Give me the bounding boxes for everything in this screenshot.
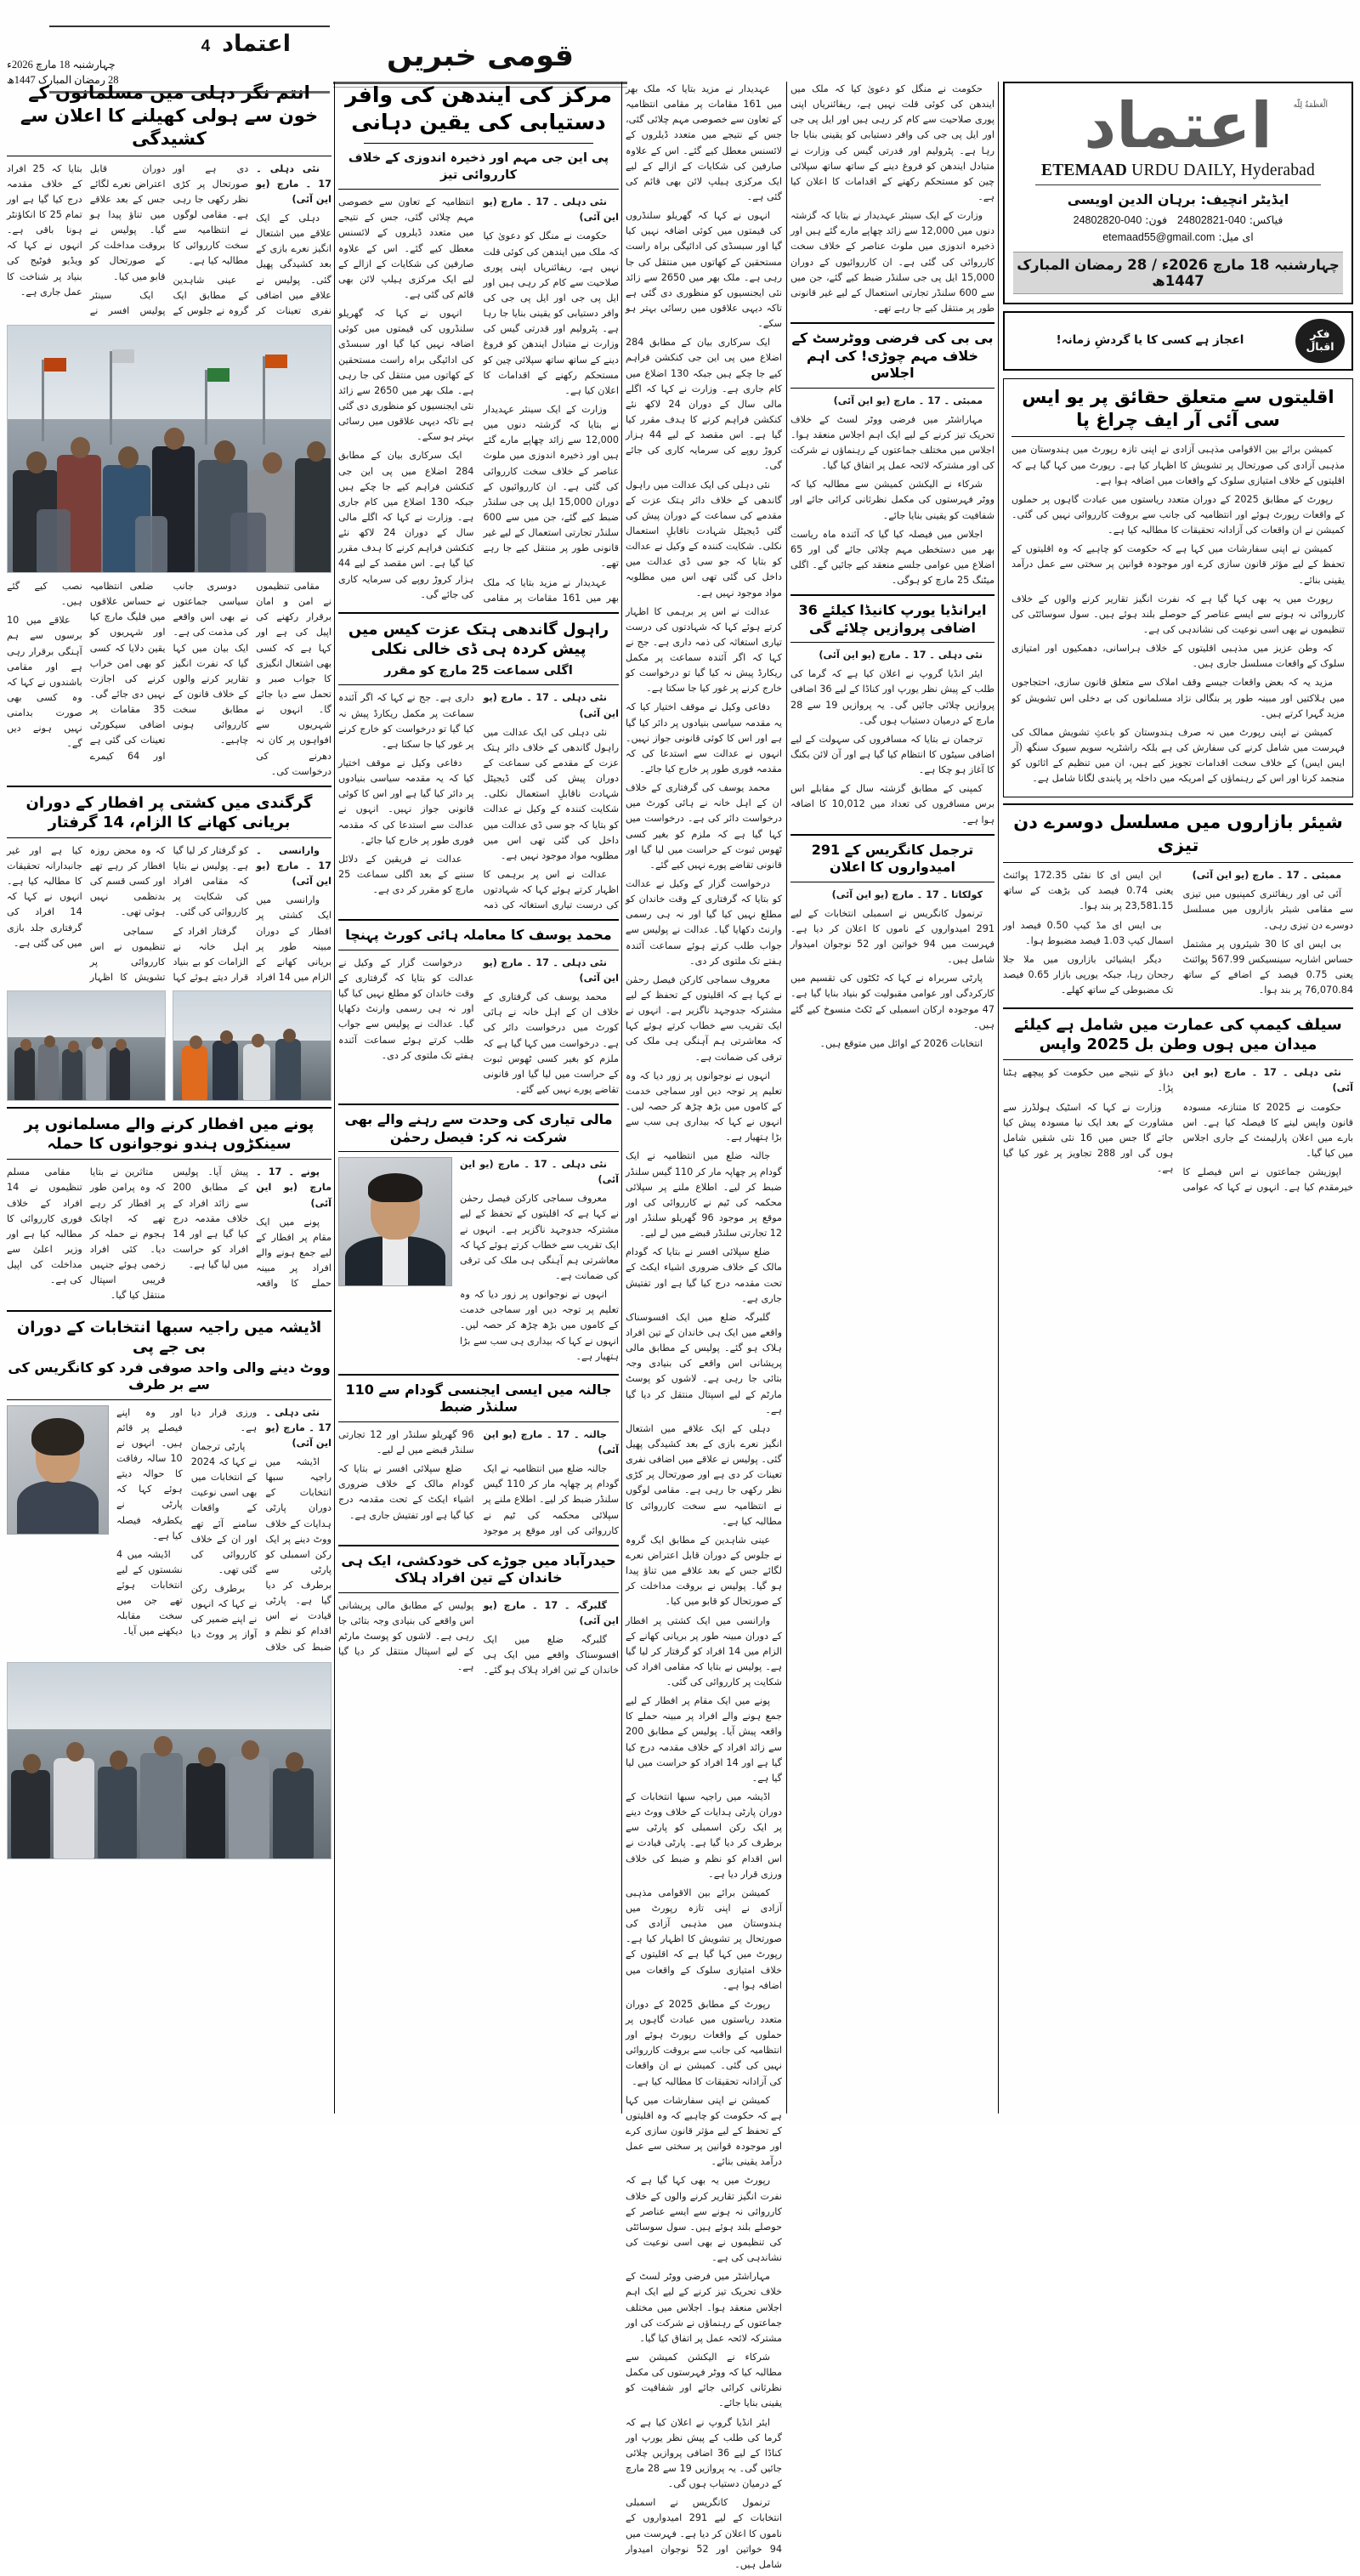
fax-label: فیاکس:: [1249, 213, 1284, 226]
paragraph: ایک سرکاری بیان کے مطابق 284 اضلاع میں پی این جی کنکشن فراہم کیے جا چکے ہیں جبکہ 130 اضلاع میں کام جاری ہے۔ وزارت نے کہا کہ اگلے مالی سال کے دوران 24 لاکھ نئے کنکشن فراہم کرنے کا ہدف مقرر کیا گیا ہے۔ اس مقصد کے لیے 44 ہزار کروڑ روپے کی سرمایہ کاری کی جائے گی۔: [626, 337, 782, 472]
paragraph: متاثرین نے بتایا کہ وہ پرامن طور پر افطار کر رہے تھے کہ اچانک ہجوم نے حملہ کر دیا۔ کئی افراد زخمی ہوئے جنہیں قریبی اسپتال منتقل کیا گیا۔: [89, 1166, 166, 1302]
paragraph: مقامی تنظیموں نے امن و امان برقرار رکھنے کی اپیل کی ہے اور کہا ہے کہ کسی بھی اشتعال انگیزی کا جواب صبر و تحمل سے دیا جائے گا۔ انہوں نے شہریوں سے افواہوں پر کان نہ دھرنے کی درخواست کی۔: [256, 581, 332, 777]
paragraph: کمیشن نے اپنی رپورٹ میں نہ صرف ہندوستان کو باعثِ تشویش ممالک کی فہرست میں شامل کرنے کی سفارش کی ہے بلکہ راشٹریہ سویم سیوک سنگھ (آر ایس ایس) کے خلاف سخت اقدامات تجویز کیے ہیں، ان میں تنظیم کے اثاثوں کو منجمد کرنا اور اس کے رہنماؤں کے امریکہ میں داخلہ پر پابندی لگانا شامل ہے۔: [1012, 726, 1345, 785]
right-filler-text: [790, 82, 994, 316]
left-lead-bottom-text: [7, 579, 332, 780]
left-lead-top-text: [7, 162, 332, 319]
rule: [7, 1107, 332, 1109]
photo-officials-group: [173, 990, 332, 1101]
paragraph: درخواست گزار کے وکیل نے عدالت کو بتایا کہ گرفتاری کے وقت خاندان کو مطلع نہیں کیا گیا اور نہ ہی رسمی وارنٹ دکھایا گیا۔ عدالت نے پولیس سے جواب طلب کرتے ہوئے سماعت آئندہ ہفتے تک ملتوی کر دی۔: [338, 956, 474, 1061]
paragraph: پارٹی سربراہ نے کہا کہ ٹکٹوں کی تقسیم میں کارکردگی اور عوامی مقبولیت کو بنیاد بنایا گیا ہے۔ 47 موجودہ ارکان اسمبلی کے ٹکٹ منسوخ کیے گئے ہیں۔: [790, 973, 994, 1030]
paragraph: عدالت نے اس پر برہمی کا اظہار کرتے ہوئے کہا کہ شہادتوں کی درست تیاری استغاثہ کی ذمہ داری ہے۔ جج نے کہا کہ اگر آئندہ سماعت پر مکمل ریکارڈ پیش نہ کیا گیا تو درخواست کو خارج کرنے پر غور کیا جا سکتا ہے۔: [626, 605, 782, 695]
photo-arrested-lineup: [7, 990, 166, 1101]
page-body: [0, 82, 1360, 2570]
rule: [338, 1104, 619, 1105]
paragraph: ضلع سپلائی افسر نے بتایا کہ گودام مالک کے خلاف ضروری اشیاء ایکٹ کے تحت مقدمہ درج کیا گیا ہے اور تفتیش جاری ہے۔: [338, 1463, 474, 1521]
paragraph: گرفتار افراد کے اہل خانہ نے الزامات کو بے بنیاد قرار دیتے ہوئے کہا کہ وہ محض روزہ افطار کر رہے تھے اور کسی قسم کی بدنظمی نہیں ہوئی تھی۔: [89, 844, 249, 984]
rule: [338, 919, 619, 921]
paragraph: دوسری جانب سیاسی جماعتوں نے بھی اس واقعے کی مذمت کی ہے۔ ایک بیان میں کہا گیا کہ نفرت انگیز تقاریر کرنے والوں کے خلاف قانون کے مطابق سخت کارروائی ہونی چاہیے۔: [173, 581, 249, 746]
rule: [7, 837, 332, 838]
far-right-third-text: [1003, 1065, 1353, 1195]
paragraph: ایک سرکاری بیان کے مطابق 284 اضلاع میں پی این جی کنکشن فراہم کیے جا چکے ہیں جبکہ 130 اضلاع میں کام جاری ہے۔ وزارت نے کہا کہ اگلے مالی سال کے دوران 24 لاکھ نئے کنکشن فراہم کرنے کا ہدف مقرر کیا گیا ہے۔ اس مقصد کے لیے 44 ہزار کروڑ روپے کی سرمایہ کاری کی جائے گی۔: [338, 450, 474, 600]
paragraph: عینی شاہدین کے مطابق ایک گروہ نے جلوس کے دوران قابل اعتراض نعرے لگائے جس کے بعد علاقے میں تناؤ پیدا ہو گیا۔ پولیس نے بروقت مداخلت کر کے صورتحال کو قابو میں کیا۔: [626, 1534, 782, 1608]
paragraph: وزارت نے کہا کہ اسٹیک ہولڈرز سے مشاورت کے بعد ایک نیا مسودہ پیش کیا جائے گا جس میں 16 نئی شقیں شامل ہوں گی اور 288 تجاویز پر غور کیا گیا ہے۔: [1003, 1101, 1174, 1175]
paragraph: دیگر ایشیائی بازاروں میں ملا جلا رجحان رہا، جبکہ یورپی بازار 0.65 فیصد تک مضبوطی کے ساتھ کھلے۔: [1003, 953, 1174, 996]
paragraph: نئی دہلی کی ایک عدالت میں راہول گاندھی کے خلاف دائر ہتک عزت کے مقدمے کی سماعت کے دوران پیش کی گئی ڈیجیٹل شہادت ناقابلِ استعمال نکلی۔ شکایت کنندہ کے وکیل نے عدالت کو بتایا کہ جو سی ڈی عدالت میں داخل کی گئی تھی اس میں مطلوبہ مواد موجود نہیں ہے۔: [483, 726, 619, 861]
dateline: نئی دہلی ۔ 17 ۔ مارچ (یو این آئی): [256, 162, 332, 205]
paragraph: رپورٹ کے مطابق 2025 کے دوران متعدد ریاستوں میں عبادت گاہوں پر حملوں کے واقعات رپورٹ ہوئے اور انتظامیہ کی جانب سے بروقت کارروائی نہیں کی گئی۔ کمیشن نے ان واقعات کی آزادانہ تحقیقات کا مطالبہ کیا ہے۔: [1012, 493, 1345, 536]
paragraph: اڈیشہ میں راجیہ سبھا انتخابات کے دوران پارٹی ہدایات کے خلاف ووٹ دینے پر ایک رکن اسمبلی کو پارٹی سے برطرف کر دیا گیا ہے۔ پارٹی قیادت نے اس اقدام کو نظم و ضبط کی خلاف ورزی قرار دیا ہے۔: [190, 1406, 332, 1653]
quote-badge: فکرِ اقبال: [1295, 319, 1345, 363]
paragraph: رپورٹ کے مطابق 2025 کے دوران متعدد ریاستوں میں عبادت گاہوں پر حملوں کے واقعات رپورٹ ہوئے اور انتظامیہ کی جانب سے بروقت کارروائی نہیں کی گئی۔ کمیشن نے ان واقعات کی آزادانہ تحقیقات کا مطالبہ کیا ہے۔: [626, 1998, 782, 2087]
paragraph: ایئر انڈیا گروپ نے اعلان کیا ہے کہ گرما کی طلب کے پیش نظر یورپ اور کناڈا کے لیے 36 اضافی پروازیں چلائی جائیں گی۔ یہ پروازیں 19 سے 28 مارچ کے درمیان دستیاب ہوں گی۔: [790, 668, 995, 726]
paragraph: کمپنی کے مطابق گزشتہ سال کے مقابلے اس برس مسافروں کی تعداد میں 10,012 کا اضافہ ہوا ہے۔: [790, 783, 994, 826]
flag-cloth: [207, 368, 230, 382]
paragraph: ترجمان نے بتایا کہ مسافروں کی سہولت کے لیے اضافی سیٹوں کا انتظام کیا گیا ہے اور آن لائن بکنگ کا آغاز ہو چکا ہے۔: [790, 733, 994, 776]
dateline: نئی دہلی ۔ 17 ۔ مارچ (یو این آئی): [483, 196, 619, 224]
rule: [7, 786, 332, 787]
paragraph: دہلی کے ایک علاقے میں اشتعال انگیز نعرے بازی کے بعد کشیدگی پھیل گئی۔ پولیس نے علاقے میں اضافی نفری تعینات کر دی ہے اور صورتحال پر کڑی نظر رکھی جا رہی ہے۔ مقامی لوگوں نے انتظامیہ سے سخت کارروائی کا مطالبہ کیا ہے۔: [626, 1422, 782, 1527]
paragraph: حکومت نے منگل کو دعویٰ کیا کہ ملک میں ایندھن کی کوئی قلت نہیں ہے، ریفائنریاں اپنی پوری صلاحیت سے کام کر رہی ہیں اور ایل پی جی اور ایل پی جی کی وافر دستیابی کو یقینی بنایا جا رہا ہے۔ پٹرولیم اور قدرتی گیس کی وزارت نے متبادل ایندھن کو فروغ دینے کے ساتھ ساتھ سپلائی چین کو مستحکم رکھنے کے اقدامات کا اعلان کیا ہے۔: [790, 83, 994, 202]
masthead-editor: ایڈیٹر انچیف: برہان الدین اویسی: [1067, 190, 1289, 207]
paragraph: دفاعی وکیل نے موقف اختیار کیا کہ یہ مقدمہ سیاسی بنیادوں پر دائر کیا گیا ہے اور اس کا کوئی قانونی جواز نہیں۔ انہوں نے عدالت سے استدعا کی کہ مقدمہ فوری طور پر خارج کیا جائے۔: [626, 701, 782, 775]
center-third-text: [338, 956, 619, 1098]
rule: [7, 1159, 332, 1160]
right-narrow-3-text: [790, 888, 994, 1052]
far-right-lead-text: [1012, 442, 1345, 786]
right-narrow-1-text: [790, 394, 994, 589]
paragraph: مزید یہ کہ بعض واقعات جیسے وقف املاک سے متعلق قانون سازی، احتجاجوں میں ہلاکتیں اور مبینہ طور پر بنگالی نژاد مسلمانوں کی بے دخلی اس تشویش کو مزید گہرا کرتے ہیں۔: [1012, 677, 1345, 719]
right-narrow-3-headline: ترجمل کانگریس کے 291 امیدواروں کا اعلان: [811, 841, 974, 876]
masthead-english: [1013, 162, 1343, 180]
paragraph: ضلعی انتظامیہ نے حساس علاقوں میں فلیگ مارچ کیا اور شہریوں کو یقین دلایا کہ کسی کو بھی امن خراب کرنے کی اجازت نہیں دی جائے گی۔ 35 مقامات پر اضافی سیکورٹی تعینات کی گئی ہے اور 64 کیمرے نصب کیے گئے ہیں۔: [7, 581, 166, 762]
paragraph: رپورٹ میں یہ بھی کہا گیا ہے کہ نفرت انگیز تقاریر کرنے والوں کے خلاف کارروائی نہ ہونے سے ایسے عناصر کے حوصلے بلند ہوئے ہیں۔ سول سوسائٹی کی تنظیموں نے بھی اسی نوعیت کی نشاندہی کی ہے۔: [1012, 593, 1345, 635]
paragraph: اڈیشہ میں 4 نشستوں کے لیے انتخابات ہوئے تھے جن میں سخت مقابلہ دیکھنے میں آیا۔: [116, 1548, 183, 1637]
dateline: نئی دہلی ۔ 17 ۔ مارچ (یو این آئی): [265, 1406, 332, 1449]
paragraph: انہوں نے کہا کہ گھریلو سلنڈروں کی قیمتوں میں کوئی اضافہ نہیں کیا گیا اور سبسڈی کی ادائیگی براہ راست مستحقین کے کھاتوں میں منتقل کی جا رہی ہے۔ ملک بھر میں 2650 سے زائد نئی ایجنسیوں کو منظوری دی گئی ہے تاکہ دیہی علاقوں میں رسائی بہتر ہو سکے۔: [626, 210, 782, 330]
paragraph: کمیشن نے اپنی سفارشات میں کہا ہے کہ حکومت کو چاہیے کہ وہ اقلیتوں کے تحفظ کے لیے مؤثر قانون سازی کرے اور موجودہ قوانین پر سختی سے عمل درآمد یقینی بنائے۔: [626, 2094, 782, 2168]
paragraph: عہدیدار نے مزید بتایا کہ ملک بھر میں 161 مقامات پر مقامی انتظامیہ کے تعاون سے خصوصی مہم چلائی گئی، جس کے نتیجے میں متعدد ڈیلروں کے لائسنس معطل کیے گئے۔ اس کے علاوہ صارفین کی شکایات کے ازالے کے لیے ایک مرکزی ہیلپ لائن بھی قائم کی گئی ہے۔: [626, 83, 782, 202]
crowd: [8, 1714, 331, 1858]
paragraph: ترنمول کانگریس نے اسمبلی انتخابات کے لیے 291 امیدواروں کے ناموں کا اعلان کر دیا ہے۔ فہرست میں 94 خواتین اور 52 نوجوان امیدوار شامل ہیں۔: [626, 2497, 782, 2570]
far-right-lead-headline: اقلیتوں سے متعلق حقائق پر یو ایس سی آئی آر ایف چراغ پا: [1022, 386, 1334, 430]
dateline: نئی دہلی ۔ 17 ۔ مارچ (یو این آئی): [483, 956, 619, 984]
right-narrow-2-headline: ایرانڈیا یورپ کانیڈا کیلئے 36 اضافی پروازیں چلائے گی: [798, 602, 987, 636]
left-fourth-block: [7, 1405, 332, 1655]
far-right-third-headline: سیلف کیمپ کی عمارت میں شامل ہے کیلئے میدان میں ہوں وطن بل 2025 واپس: [1014, 1016, 1342, 1054]
masthead-english-rest: URDU DAILY, Hyderabad: [1131, 161, 1315, 179]
rule: [790, 322, 994, 324]
rule: [7, 1399, 332, 1400]
photo-woman-portrait: [7, 1405, 109, 1535]
masthead-logo-text: اعتماد: [1084, 89, 1272, 162]
dateline: پونے ۔ 17 ۔ مارچ (یو این آئی): [256, 1166, 332, 1209]
rule: [338, 612, 619, 614]
rule: [338, 1374, 619, 1376]
far-right-second-text: [1003, 868, 1353, 1001]
left-lead-headline: انتم نگر دہلی میں مسلمانوں کے خون سے ہولی کھیلنے کا اعلان سے کشیدگی: [20, 82, 319, 149]
flag-cloth: [44, 358, 66, 372]
rule: [338, 1151, 619, 1152]
left-fourth-text: [116, 1405, 332, 1655]
center-fourth-text: [460, 1157, 619, 1368]
center-second-text: [338, 690, 619, 913]
center-fourth-block: [338, 1157, 619, 1368]
masthead-logo: [1013, 90, 1343, 160]
fax-number: 040-24802821: [1177, 213, 1246, 226]
rule: [790, 388, 994, 389]
dateline: نئی دہلی ۔ 17 ۔ مارچ (یو این آئی): [819, 650, 983, 661]
paragraph: ضلع سپلائی افسر نے بتایا کہ گودام مالک کے خلاف ضروری اشیاء ایکٹ کے تحت مقدمہ درج کیا گیا ہے اور تفتیش جاری ہے۔: [626, 1246, 782, 1304]
dateline: جالنہ ۔ 17 ۔ مارچ (یو این آئی): [483, 1428, 619, 1455]
masthead-phone-line: [1013, 212, 1343, 229]
paragraph: پونے میں ایک مقام پر افطار کے لیے جمع ہونے والے افراد پر مبینہ حملے کا واقعہ پیش آیا۔ پولیس کے مطابق 200 سے زائد افراد کے خلاف مقدمہ درج کیا گیا ہے اور 14 افراد کو حراست میں لیا گیا ہے۔: [626, 1695, 782, 1784]
left-third-text: [7, 1165, 332, 1303]
paragraph: گلبرگہ ضلع میں ایک افسوسناک واقعے میں ایک ہی خاندان کے تین افراد ہلاک ہو گئے۔ پولیس کے مطابق مالی پریشانی اس واقعے کی بنیادی وجہ بتائی جا رہی ہے۔ لاشوں کو پوسٹ مارٹم کے لیے اسپتال منتقل کر دیا گیا ہے۔: [626, 1311, 782, 1416]
rule: [338, 684, 619, 685]
paragraph: محمد یوسف کی گرفتاری کے خلاف ان کے اہل خانہ نے ہائی کورٹ میں درخواست دائر کی ہے۔ درخواست میں کہا گیا ہے کہ ملزم کو بغیر کسی ٹھوس ثبوت کے حراست میں لیا گیا اور قانونی تقاضے پورے نہیں کیے گئے۔: [483, 991, 619, 1095]
center-fourth-headline: مالی تیاری کی وحدت سے رہنے والے بھی شرکت نہ کر: فیصل رحمٰن: [344, 1111, 613, 1145]
paragraph: پونے میں ایک مقام پر افطار کے لیے جمع ہونے والے افراد پر مبینہ حملے کا واقعہ پیش آیا۔ پولیس کے مطابق 200 سے زائد افراد کے خلاف مقدمہ درج کیا گیا ہے اور 14 افراد کو حراست میں لیا گیا ہے۔: [173, 1166, 332, 1290]
paragraph: بی ایس ای کا 30 شیئروں پر مشتمل حساس اشاریہ سینسیکس 567.99 پوائنٹ یعنی 0.75 فیصد کے اضافے کے ساتھ 76,070.84 پر بند ہوا۔: [1182, 938, 1353, 996]
paragraph: انہوں نے نوجوانوں پر زور دیا کہ وہ تعلیم پر توجہ دیں اور سماجی خدمت کے کاموں میں بڑھ چڑھ کر حصہ لیں۔ انہوں نے کہا کہ بیداری ہی سب سے بڑا ہتھیار ہے۔: [460, 1289, 619, 1362]
page-header: [0, 15, 1360, 87]
paragraph: شرکاء نے الیکشن کمیشن سے مطالبہ کیا کہ ووٹر فہرستوں کی مکمل نظرثانی کرائی جائے اور شفافیت کو یقینی بنایا جائے۔: [790, 479, 994, 521]
paragraph: اڈیشہ میں راجیہ سبھا انتخابات کے دوران پارٹی ہدایات کے خلاف ووٹ دینے پر ایک رکن اسمبلی کو پارٹی سے برطرف کر دیا گیا ہے۔ پارٹی قیادت نے اس اقدام کو نظم و ضبط کی خلاف ورزی قرار دیا ہے۔: [626, 1791, 782, 1880]
photo-street-protest: [7, 1662, 332, 1859]
paragraph: درخواست گزار کے وکیل نے عدالت کو بتایا کہ گرفتاری کے وقت خاندان کو مطلع نہیں کیا گیا اور نہ ہی رسمی وارنٹ دکھایا گیا۔ عدالت نے پولیس سے جواب طلب کرتے ہوئے سماعت آئندہ ہفتے تک ملتوی کر دی۔: [626, 878, 782, 967]
masthead-rule: [1035, 184, 1321, 185]
center-sixth-text: [338, 1598, 619, 1679]
dateline: ممبئی ۔ 17 ۔ مارچ (یو این آئی): [833, 394, 983, 406]
paragraph: حکومت نے 2025 کا متنازعہ مسودہ قانون واپس لینے کا فیصلہ کیا ہے۔ اس بارے میں اعلان پارلیمنٹ کے جاری اجلاس میں کیا گیا۔: [1182, 1101, 1353, 1160]
lead-headline: مرکز کی ایندھن کی وافر دستیابی کی یقین دہانی: [344, 82, 613, 134]
quote-text: اعجاز ہے کسی کا یا گردشِ زمانہ!: [1056, 332, 1244, 347]
paragraph: دہلی کے ایک علاقے میں اشتعال انگیز نعرے بازی کے بعد کشیدگی پھیل گئی۔ پولیس نے علاقے میں اضافی نفری تعینات کر دی ہے اور صورتحال پر کڑی نظر رکھی جا رہی ہے۔ مقامی لوگوں نے انتظامیہ سے سخت کارروائی کا مطالبہ کیا ہے۔: [173, 162, 332, 316]
flag-cloth: [112, 349, 134, 363]
rule: [338, 1421, 619, 1422]
dateline: نئی دہلی ۔ 17 ۔ مارچ (یو این آئی): [460, 1159, 619, 1186]
paragraph: عدالت نے فریقین کے دلائل سننے کے بعد اگلی سماعت 25 مارچ کو مقرر کر دی ہے۔: [338, 853, 474, 896]
paragraph: معروف سماجی کارکن فیصل رحمٰن نے کہا ہے کہ اقلیتوں کے تحفظ کے لیے مشترکہ جدوجہد ناگزیر ہے۔ انہوں نے ایک تقریب سے خطاب کرتے ہوئے کہا کہ معاشرتی ہم آہنگی ہی ملک کی ترقی کی ضمانت ہے۔: [626, 973, 782, 1063]
masthead-logo-superscript: اَلْعَظَمَةُ لِلّٰه: [1293, 101, 1328, 110]
far-right-second-headline: شیئر بازاروں میں مسلسل دوسرے دن تیزی: [1013, 812, 1343, 856]
dateline: نئی دہلی ۔ 17 ۔ مارچ (یو این آئی): [1182, 1067, 1353, 1094]
paragraph: سماجی تنظیموں نے اس کارروائی پر تشویش کا اظہار کیا ہے اور غیر جانبدارانہ تحقیقات کا مطالبہ کیا ہے۔ انہوں نے کہا کہ 14 افراد کی گرفتاری جلد بازی میں کی گئی ہے۔: [7, 844, 166, 984]
paragraph: محمد یوسف کی گرفتاری کے خلاف ان کے اہل خانہ نے ہائی کورٹ میں درخواست دائر کی ہے۔ درخواست میں کہا گیا ہے کہ ملزم کو بغیر کسی ٹھوس ثبوت کے حراست میں لیا گیا اور قانونی تقاضے پورے نہیں کیے گئے۔: [626, 782, 782, 871]
dateline: گلبرگہ ۔ 17 ۔ مارچ (یو این آئی): [483, 1599, 619, 1626]
paragraph: حکومت نے منگل کو دعویٰ کیا کہ ملک میں ایندھن کی کوئی قلت نہیں ہے، ریفائنریاں اپنی پوری صلاحیت سے کام کر رہی ہیں اور ایل پی جی اور ایل پی جی کی وافر دستیابی کو یقینی بنایا جا رہا ہے۔ پٹرولیم اور قدرتی گیس کی وزارت نے متبادل ایندھن کو فروغ دینے کے ساتھ ساتھ سپلائی چین کو مستحکم رکھنے کے اقدامات کا اعلان کیا ہے۔: [483, 230, 619, 396]
dateline: نئی دہلی ۔ 17 ۔ مارچ (یو این آئی): [483, 692, 619, 719]
paragraph: مہاراشٹر میں فرضی ووٹر لسٹ کے خلاف تحریک تیز کرنے کے لیے ایک اہم اجلاس منعقد ہوا۔ اجلاس میں مختلف جماعتوں کے رہنماؤں نے شرکت کی اور مشترکہ لائحہ عمل پر اتفاق کیا گیا۔: [626, 2271, 782, 2344]
center-third-headline: محمد یوسف کا معاملہ ہائی کورٹ پہنچا: [345, 927, 612, 944]
paragraph: انہوں نے کہا کہ گھریلو سلنڈروں کی قیمتوں میں کوئی اضافہ نہیں کیا گیا اور سبسڈی کی ادائیگی براہ راست مستحقین کے کھاتوں میں منتقل کی جا رہی ہے۔ ملک بھر میں 2650 سے زائد نئی ایجنسیوں کو منظوری دی گئی ہے تاکہ دیہی علاقوں میں رسائی بہتر ہو سکے۔: [338, 308, 474, 443]
paragraph: علاقے میں 10 برسوں سے ہم آہنگی برقرار رہی ہے اور مقامی باشندوں نے کہا کہ وہ کسی بھی صورت بدامنی نہیں ہونے دیں گے۔: [7, 615, 82, 750]
flag-cloth: [265, 355, 287, 368]
paragraph: کمیشن نے اپنی سفارشات میں کہا ہے کہ حکومت کو چاہیے کہ وہ اقلیتوں کے تحفظ کے لیے مؤثر قانون سازی کرے اور موجودہ قوانین پر سختی سے عمل درآمد یقینی بنائے۔: [1012, 543, 1345, 586]
quote-box: [1003, 311, 1353, 371]
paragraph: عینی شاہدین کے مطابق ایک گروہ نے جلوس کے دوران قابل اعتراض نعرے لگائے جس کے بعد علاقے میں تناؤ پیدا ہو گیا۔ پولیس نے بروقت مداخلت کر کے صورتحال کو قابو میں کیا۔: [89, 162, 249, 316]
paragraph: مہاراشٹر میں فرضی ووٹر لسٹ کے خلاف تحریک تیز کرنے کے لیے ایک اہم اجلاس منعقد ہوا۔ اجلاس میں مختلف جماعتوں کے رہنماؤں نے شرکت کی اور مشترکہ لائحہ عمل پر اتفاق کیا گیا۔: [790, 413, 994, 472]
paragraph: انتخابات 2026 کے اوائل میں متوقع ہیں۔: [819, 1037, 983, 1049]
paragraph: گلبرگہ ضلع میں ایک افسوسناک واقعے میں ایک ہی خاندان کے تین افراد ہلاک ہو گئے۔ پولیس کے مطابق مالی پریشانی اس واقعے کی بنیادی وجہ بتائی جا رہی ہے۔ لاشوں کو پوسٹ مارٹم کے لیے اسپتال منتقل کر دیا گیا ہے۔: [338, 1599, 619, 1677]
masthead-email-line: [1013, 229, 1343, 246]
center-second-headline: راہول گاندھی ہتک عزت کیس میں پیش کردہ ہی ڈی خالی نکلی: [348, 620, 609, 658]
photo-man-portrait: [338, 1157, 452, 1286]
photo-pair: [7, 990, 332, 1101]
paragraph: نئی دہلی کی ایک عدالت میں راہول گاندھی کے خلاف دائر ہتک عزت کے مقدمے کی سماعت کے دوران پیش کی گئی ڈیجیٹل شہادت ناقابلِ استعمال نکلی۔ شکایت کنندہ کے وکیل نے عدالت کو بتایا کہ جو سی ڈی عدالت میں داخل کی گئی تھی اس میں مطلوبہ مواد موجود نہیں ہے۔: [626, 479, 782, 599]
paragraph: ایئر انڈیا گروپ نے اعلان کیا ہے کہ گرما کی طلب کے پیش نظر یورپ اور کناڈا کے لیے 36 اضافی پروازیں چلائی جائیں گی۔ یہ پروازیں 19 سے 28 مارچ کے درمیان دستیاب ہوں گی۔: [626, 2416, 782, 2490]
center-zone: [338, 82, 619, 1678]
center-fifth-headline: جالنہ میں ایسی ایجنسی گودام سے 110 سلنڈر ضبط: [345, 1381, 612, 1416]
paragraph: دفاعی وکیل نے موقف اختیار کیا کہ یہ مقدمہ سیاسی بنیادوں پر دائر کیا گیا ہے اور اس کا کوئی قانونی جواز نہیں۔ انہوں نے عدالت سے استدعا کی کہ مقدمہ فوری طور پر خارج کیا جائے۔: [338, 757, 474, 846]
left-third-headline: پونے میں افطار کرنے والے مسلمانوں پر سینکڑوں ہندو نوجوانوں کا حملہ: [24, 1115, 314, 1154]
header-date-gregorian: چہارشنبہ 18 مارچ 2026ء: [7, 59, 116, 71]
paragraph: عہدیدار نے مزید بتایا کہ ملک بھر میں 161 مقامات پر مقامی انتظامیہ کے تعاون سے خصوصی مہم چلائی گئی، جس کے نتیجے میں متعدد ڈیلروں کے لائسنس معطل کیے گئے۔ اس کے علاوہ صارفین کی شکایات کے ازالے کے لیے ایک مرکزی ہیلپ لائن بھی قائم کی گئی ہے۔: [338, 196, 619, 604]
paragraph: وزارت کے ایک سینئر عہدیدار نے بتایا کہ گزشتہ دنوں میں 12,000 سے زائد چھاپے مارے گئے ہیں اور ذخیرہ اندوزی میں ملوث عناصر کے خلاف سخت کارروائی کی گئی ہے۔ ان کارروائیوں کے دوران 15,000 ایل پی جی سلنڈر ضبط کیے گئے، جن میں سے 600 سلنڈر تجارتی استعمال کے لیے غیر قانونی طور پر منتقل کیے جا رہے تھے۔: [790, 210, 995, 314]
dateline: وارانسی ۔ 17 ۔ مارچ (یو این آئی): [256, 844, 332, 888]
rule: [1012, 436, 1345, 437]
crowd: [8, 389, 331, 572]
paragraph: برطرف رکن نے کہا کہ انہوں نے اپنے ضمیر کی آواز پر ووٹ دیا اور وہ اپنے فیصلے پر قائم ہیں۔ انہوں نے 10 سالہ رفاقت کا حوالہ دیتے ہوئے کہا کہ پارٹی نے یکطرفہ فیصلہ کیا ہے۔: [116, 1406, 258, 1641]
paragraph: کمیشن برائے بین الاقوامی مذہبی آزادی نے اپنی تازہ رپورٹ میں ہندوستان میں مذہبی آزادی کی صورتحال پر تشویش کا اظہار کیا ہے۔ رپورٹ میں کہا گیا ہے کہ اقلیتوں کے خلاف امتیازی سلوک کے واقعات میں اضافہ ہوا ہے۔: [1012, 444, 1345, 486]
masthead-contact: [1013, 212, 1343, 246]
email-address[interactable]: etemaad55@gmail.com: [1102, 230, 1216, 243]
masthead-english-bold: ETEMAAD: [1041, 161, 1128, 179]
paragraph: ترنمول کانگریس نے اسمبلی انتخابات کے لیے 291 امیدواروں کے ناموں کا اعلان کر دیا ہے۔ فہرست میں 94 خواتین اور 52 نوجوان امیدوار شامل ہیں۔: [790, 907, 994, 966]
dateline: ممبئی ۔ 17 ۔ مارچ (یو این آئی): [1192, 870, 1341, 882]
center-second-subheadline: اگلی سماعت 25 مارچ کو مقرر: [384, 663, 573, 678]
rule: [338, 1545, 619, 1546]
rule: [338, 189, 619, 190]
paragraph: جالنہ ضلع میں انتظامیہ نے ایک گودام پر چھاپہ مار کر 110 گیس سلنڈر ضبط کر لیے۔ اطلاع ملنے پر سپلائی محکمہ کی ٹیم نے کارروائی کی اور موقع پر موجود 96 گھریلو سلنڈر اور 12 تجارتی سلنڈر قبضے میں لے لیے۔: [338, 1428, 619, 1536]
header-rule-top: [49, 26, 330, 27]
paragraph: عدالت نے اس پر برہمی کا اظہار کرتے ہوئے کہا کہ شہادتوں کی درست تیاری استغاثہ کی ذمہ داری ہے۔ جج نے کہا کہ اگر آئندہ سماعت پر مکمل ریکارڈ پیش نہ کیا گیا تو درخواست کو خارج کرنے پر غور کیا جا سکتا ہے۔: [338, 692, 619, 911]
rule: [364, 143, 593, 144]
paragraph: بی ایس ای مڈ کیپ 0.50 فیصد اور اسمال کیپ 1.03 فیصد مضبوط ہوا۔: [1003, 919, 1174, 946]
rule: [1003, 803, 1353, 805]
email-label: ای میل:: [1218, 230, 1254, 243]
rule: [338, 1592, 619, 1593]
lead-subheadline: پی این جی مہم اور ذخیرہ اندوزی کے خلاف کارروائی تیز: [348, 151, 609, 182]
center-sixth-headline: حیدرآباد میں جوڑے کی خودکشی، ایک ہی خاندان کے تین افراد ہلاک: [341, 1552, 616, 1586]
paragraph: پارٹی ترجمان نے کہا کہ 2024 کے انتخابات میں بھی اسی نوعیت کے واقعات سامنے آئے تھے اور ان کے خلاف کارروائی کی گئی تھی۔: [190, 1440, 258, 1575]
paragraph: رپورٹ میں یہ بھی کہا گیا ہے کہ نفرت انگیز تقاریر کرنے والوں کے خلاف کارروائی نہ ہونے سے ایسے عناصر کے حوصلے بلند ہوئے ہیں۔ سول سوسائٹی کی تنظیموں نے بھی اسی نوعیت کی نشاندہی کی ہے۔: [626, 2175, 782, 2264]
lead-text-overflow: [626, 82, 782, 2573]
right-narrow-1-headline: بی بی کی فرضی ووٹرسٹ کے خلاف مہم چوڑی! کی اہم اجلاس: [791, 330, 994, 382]
dateline: کولکاتا ۔ 17 ۔ مارچ (یو این آئی): [831, 888, 983, 900]
rule: [7, 1310, 332, 1312]
right-narrow-2-text: [790, 648, 994, 828]
mini-logo: اعتماد: [222, 31, 291, 57]
left-fourth-headline: اڈیشہ میں راجیہ سبھا انتخابات کے دوران بی جے پی: [16, 1318, 322, 1356]
rule: [790, 834, 994, 836]
paragraph: وارانسی میں ایک کشتی پر افطار کے دوران مبینہ طور پر بریانی کھانے کے الزام میں 14 افراد کو گرفتار کر لیا گیا ہے۔ پولیس نے بتایا کہ مقامی افراد کی شکایت پر کارروائی کی گئی۔: [173, 844, 332, 984]
left-fourth-headline-2: ووٹ دینے والی واحد صوفی فرد کو کانگریس کی سے بر طرف: [8, 1359, 331, 1393]
center-fifth-text: [338, 1427, 619, 1539]
paragraph: مقامی مسلم تنظیموں نے 14 افراد کے خلاف فوری کارروائی کا مطالبہ کیا ہے اور وزیر اعلیٰ سے مداخلت کی اپیل کی ہے۔: [7, 1166, 82, 1286]
photo-rally-crowd: [7, 325, 332, 573]
paragraph: کہ وطن عزیز میں مذہبی اقلیتوں کے خلاف ہراسانی، دھمکیوں اور امتیازی سلوک کے واقعات مسلسل جاری ہیں۔: [1012, 643, 1345, 670]
paragraph: شرکاء نے الیکشن کمیشن سے مطالبہ کیا کہ ووٹر فہرستوں کی مکمل نظرثانی کرائی جائے اور شفافیت کو یقینی بنایا جائے۔: [626, 2351, 782, 2409]
phone-label: فون:: [1145, 213, 1168, 226]
masthead-box: [1003, 82, 1353, 304]
left-zone: [7, 82, 332, 1859]
paragraph: معروف سماجی کارکن فیصل رحمٰن نے کہا ہے کہ اقلیتوں کے تحفظ کے لیے مشترکہ جدوجہد ناگزیر ہے۔ انہوں نے ایک تقریب سے خطاب کرتے ہوئے کہا کہ معاشرتی ہم آہنگی ہی ملک کی ترقی کی ضمانت ہے۔: [460, 1193, 619, 1282]
paragraph: وارانسی میں ایک کشتی پر افطار کے دوران مبینہ طور پر بریانی کھانے کے الزام میں 14 افراد کو گرفتار کر لیا گیا ہے۔ پولیس نے بتایا کہ مقامی افراد کی شکایت پر کارروائی کی گئی۔: [626, 1614, 782, 1688]
left-second-headline: گرگندی میں کشتی پر افطار کے دوران بریانی کھانے کا الزام، 14 گرفتار: [26, 793, 313, 831]
paragraph: جالنہ ضلع میں انتظامیہ نے ایک گودام پر چھاپہ مار کر 110 گیس سلنڈر ضبط کر لیے۔ اطلاع ملنے پر سپلائی محکمہ کی ٹیم نے کارروائی کی اور موقع پر موجود 96 گھریلو سلنڈر اور 12 تجارتی سلنڈر قبضے میں لے لیے۔: [626, 1150, 782, 1240]
paragraph: کمیشن برائے بین الاقوامی مذہبی آزادی نے اپنی تازہ رپورٹ میں ہندوستان میں مذہبی آزادی کی صورتحال پر تشویش کا اظہار کیا ہے۔ رپورٹ میں کہا گیا ہے کہ اقلیتوں کے خلاف امتیازی سلوک کے واقعات میں اضافہ ہوا ہے۔: [626, 1887, 782, 1991]
rule: [1003, 1007, 1353, 1009]
rule: [1003, 1059, 1353, 1060]
paragraph: این ایس ای کا نفٹی 172.35 پوائنٹ یعنی 0.74 فیصد کی بڑھت کے ساتھ 23,581.15 پر بند ہوا۔: [1003, 870, 1174, 912]
rule: [790, 642, 994, 643]
section-banner: [340, 36, 620, 77]
lead-text: [338, 195, 619, 606]
paragraph: آئی ٹی اور ریفائنری کمپنیوں میں تیزی سے مقامی شیئر بازاروں میں مسلسل دوسرے دن تیزی رہی۔: [1182, 888, 1353, 931]
paragraph: اجلاس میں فیصلہ کیا گیا کہ آئندہ ماہ ریاست بھر میں دستخطی مہم چلائی جائے گی اور 65 اضلاع میں عوامی جلسے منعقد کیے جائیں گے۔ اگلی میٹنگ 25 مارچ کو ہوگی۔: [790, 528, 994, 587]
paragraph: انہوں نے نوجوانوں پر زور دیا کہ وہ تعلیم پر توجہ دیں اور سماجی خدمت کے کاموں میں بڑھ چڑھ کر حصہ لیں۔ انہوں نے کہا کہ بیداری ہی سب سے بڑا ہتھیار ہے۔: [626, 1070, 782, 1143]
paragraph: اپوزیشن جماعتوں نے اس فیصلے کا خیرمقدم کیا ہے۔ انہوں نے کہا کہ عوامی دباؤ کے نتیجے میں حکومت کو پیچھے ہٹنا پڑا۔: [1003, 1067, 1353, 1194]
paragraph: ایک سینئر پولیس افسر نے بتایا کہ 25 افراد کے خلاف مقدمہ درج کیا گیا ہے اور تمام 25 کا انکاؤنٹر ہونا باقی ہے۔ انہوں نے کہا کہ ویڈیو فوٹیج کی بنیاد پر شناخت کا عمل جاری ہے۔: [7, 162, 166, 316]
far-right-lead-article: [1003, 378, 1353, 798]
rule: [1003, 862, 1353, 863]
right-narrow-zone: [790, 82, 994, 1055]
mini-masthead: [7, 31, 330, 57]
center-right-zone: [626, 82, 782, 2576]
page-number: 4: [201, 37, 211, 55]
masthead-zone: [1003, 82, 1353, 1195]
left-second-text: [7, 843, 332, 985]
paragraph: وزارت کے ایک سینئر عہدیدار نے بتایا کہ گزشتہ دنوں میں 12,000 سے زائد چھاپے مارے گئے ہیں اور ذخیرہ اندوزی میں ملوث عناصر کے خلاف سخت کارروائی کی گئی ہے۔ ان کارروائیوں کے دوران 15,000 ایل پی جی سلنڈر ضبط کیے گئے، جن میں سے 600 سلنڈر تجارتی استعمال کے لیے غیر قانونی طور پر منتقل کیے جا رہے تھے۔: [483, 403, 620, 570]
masthead-date-bar: چہارشنبہ 18 مارچ 2026ء / 28 رمضان المبارک 1447ھ: [1013, 252, 1343, 294]
phone-number: 040-24802820: [1073, 213, 1142, 226]
section-title: قومی خبریں: [386, 39, 575, 73]
header-date-hijri: 28 رمضان المبارک 1447ھ: [7, 74, 119, 87]
rule: [790, 594, 994, 596]
